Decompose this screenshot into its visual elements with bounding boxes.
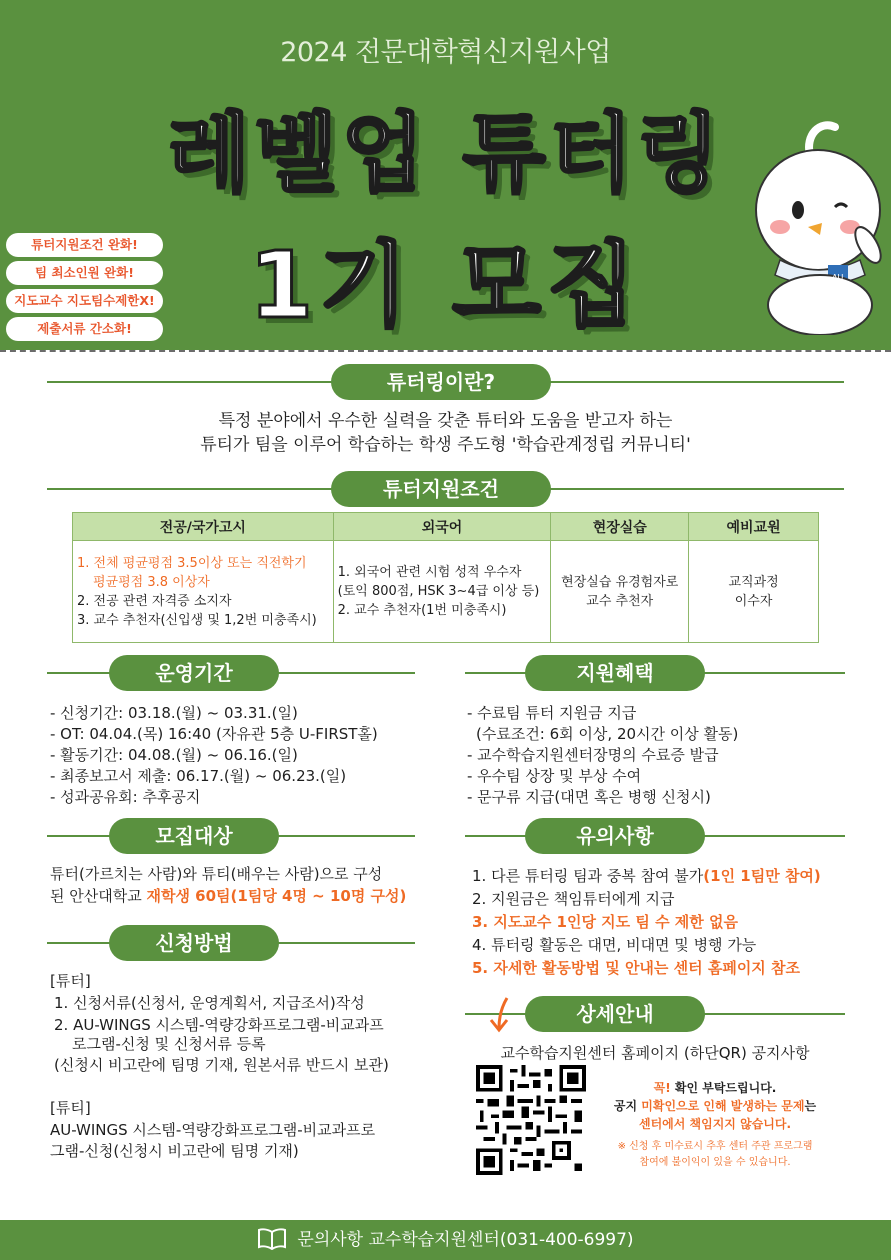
notice-line1 xyxy=(592,1079,838,1097)
lang-cond-2: 2. 교수 추천자(1번 미충족시) xyxy=(337,603,507,618)
detail-line: 교수학습지원센터 홈페이지 (하단QR) 공지사항 xyxy=(500,1044,810,1062)
section-benefits xyxy=(465,655,845,691)
benefit-item: - 교수학습지원센터장명의 수료증 발급 xyxy=(467,746,719,764)
benefit-item: - 문구류 지급(대면 혹은 병행 신청시) xyxy=(467,788,711,806)
conditions-table xyxy=(72,512,819,643)
section-period xyxy=(47,655,415,691)
badge-1: 튜터지원조건 완화! xyxy=(6,233,163,257)
period-item: - 최종보고서 제출: 06.17.(월) ~ 06.23.(일) xyxy=(50,767,347,785)
major-cond-2: 2. 전공 관련 자격증 소지자 xyxy=(77,593,232,609)
qr-code-icon[interactable] xyxy=(476,1065,586,1175)
benefit-item: (수료조건: 6회 이상, 20시간 이상 활동) xyxy=(476,725,739,743)
book-icon xyxy=(257,1228,287,1250)
section-apply xyxy=(47,925,415,961)
teacher-cond-a: 교직과정 xyxy=(728,574,779,590)
major-cond-1a: 1. 전체 평균평점 3.5이상 또는 직전학기 xyxy=(77,555,307,571)
tutor-note: (신청시 비고란에 팀명 기재, 원본서류 반드시 보관) xyxy=(54,1056,389,1074)
col-major: 전공/국가고시 xyxy=(73,513,334,541)
col-teacher: 예비교원 xyxy=(689,513,819,541)
notice-line2 xyxy=(592,1097,838,1115)
notes-heading: 유의사항 xyxy=(525,818,705,854)
period-item: - OT: 04.04.(목) 16:40 (자유관 5층 U-FIRST홀) xyxy=(50,725,378,743)
tutor-step-2b: 로그램-신청 및 신청서류 등록 xyxy=(72,1035,266,1053)
about-line1: 특정 분야에서 우수한 실력을 갖춘 튜터와 도움을 받고자 하는 xyxy=(218,411,673,431)
note-5: 5. 자세한 활동방법 및 안내는 센터 홈페이지 참조 xyxy=(472,959,801,977)
period-heading: 운영기간 xyxy=(109,655,279,691)
title-line1: 레벨업 튜터링 xyxy=(167,104,724,204)
target-heading: 모집대상 xyxy=(109,818,279,854)
teacher-cond-b: 이수자 xyxy=(734,593,773,609)
tutee-step-2: 그램-신청(신청시 비고란에 팀명 기재) xyxy=(50,1142,299,1160)
field-cond-a: 현장실습 유경험자로 xyxy=(561,574,679,590)
dashed-divider xyxy=(0,350,891,352)
about-line2: 튜티가 팀을 이루어 학습하는 학생 주도형 '학습관계정립 커뮤니티' xyxy=(200,435,691,455)
target-line2 xyxy=(50,886,406,907)
major-cond-3: 3. 교수 추천자(신입생 및 1,2번 미충족시) xyxy=(77,612,317,628)
conditions-heading: 튜터지원조건 xyxy=(331,471,551,507)
period-item: - 활동기간: 04.08.(월) ~ 06.16.(일) xyxy=(50,746,298,764)
section-conditions xyxy=(47,471,844,507)
cell-field xyxy=(551,541,689,643)
table-header-row xyxy=(73,513,819,541)
cell-teacher xyxy=(689,541,819,643)
mascot-icon xyxy=(750,115,890,335)
header-banner xyxy=(0,0,891,350)
small-note-2: 참여에 불이익이 있을 수 있습니다. xyxy=(639,1157,791,1168)
note-1-highlight: (1인 1팀만 참여) xyxy=(703,867,821,885)
target-line1: 튜터(가르치는 사람)와 튜티(배우는 사람)으로 구성 xyxy=(50,865,383,883)
section-target xyxy=(47,818,415,854)
notice-line2-prefix: 공지 xyxy=(613,1099,642,1113)
cell-language xyxy=(333,541,551,643)
field-cond-b: 교수 추천자 xyxy=(586,593,654,609)
footer xyxy=(0,1220,891,1260)
period-item: - 성과공유회: 추후공지 xyxy=(50,788,201,806)
col-field: 현장실습 xyxy=(551,513,689,541)
table-row xyxy=(73,541,819,643)
tutee-step-1: AU-WINGS 시스템-역량강화프로그램-비교과프로 xyxy=(50,1121,376,1139)
note-1 xyxy=(472,866,821,887)
tutor-step-2a: 2. AU-WINGS 시스템-역량강화프로그램-비교과프 xyxy=(54,1016,384,1034)
badge-3: 지도교수 지도팀수제한X! xyxy=(6,289,163,313)
target-highlight: 재학생 60팀(1팀당 4명 ~ 10명 구성) xyxy=(146,887,407,905)
col-language: 외국어 xyxy=(333,513,551,541)
tutee-label: [튜티] xyxy=(50,1099,91,1117)
badge-4: 제출서류 간소화! xyxy=(6,317,163,341)
target-prefix: 된 안산대학교 xyxy=(50,887,147,905)
lang-cond-1b: (토익 800점, HSK 3~4급 이상 등) xyxy=(337,584,540,599)
note-1-text: 1. 다른 튜터링 팀과 중복 참여 불가 xyxy=(472,867,704,885)
section-about xyxy=(47,364,844,400)
benefits-heading: 지원혜택 xyxy=(525,655,705,691)
note-3: 3. 지도교수 1인당 지도 팀 수 제한 없음 xyxy=(472,913,738,931)
notice-emphasis: 꼭! xyxy=(653,1081,671,1095)
benefit-item: - 수료팀 튜터 지원금 지급 xyxy=(467,704,637,722)
period-item: - 신청기간: 03.18.(월) ~ 03.31.(일) xyxy=(50,704,298,722)
major-cond-1b: 평균평점 3.8 이상자 xyxy=(93,574,210,590)
section-notes xyxy=(465,818,845,854)
tutor-step-1: 1. 신청서류(신청서, 운영계획서, 지급조서)작성 xyxy=(54,994,365,1012)
notice-line3: 센터에서 책임지지 않습니다. xyxy=(638,1117,792,1131)
apply-heading: 신청방법 xyxy=(109,925,279,961)
benefit-item: - 우수팀 상장 및 부상 수여 xyxy=(467,767,642,785)
arrow-down-icon xyxy=(487,996,521,1034)
cell-major xyxy=(73,541,334,643)
note-4: 4. 튜터링 활동은 대면, 비대면 및 병행 가능 xyxy=(472,936,757,954)
notice-line2-highlight: 미확인으로 인해 발생하는 문제 xyxy=(641,1099,805,1113)
footer-contact: 문의사항 교수학습지원센터(031-400-6997) xyxy=(297,1230,634,1250)
tutor-label: [튜터] xyxy=(50,972,91,990)
notice-line1-rest: 확인 부탁드립니다. xyxy=(670,1081,777,1095)
lang-cond-1a: 1. 외국어 관련 시험 성적 우수자 xyxy=(337,565,522,580)
badge-2: 팀 최소인원 완화! xyxy=(6,261,163,285)
mascot-badge: AU xyxy=(832,273,844,282)
about-heading: 튜터링이란? xyxy=(331,364,551,400)
small-note-1: ※ 신청 후 미수료시 추후 센터 주관 프로그램 xyxy=(617,1141,813,1152)
section-detail xyxy=(465,996,845,1032)
notice-line2-suffix: 는 xyxy=(804,1099,817,1113)
title-line2: 1기 모집 xyxy=(249,232,642,339)
program-subtitle: 2024 전문대학혁신지원사업 xyxy=(280,37,611,68)
note-2: 2. 지원금은 책임튜터에게 지급 xyxy=(472,890,675,908)
detail-heading: 상세안내 xyxy=(525,996,705,1032)
